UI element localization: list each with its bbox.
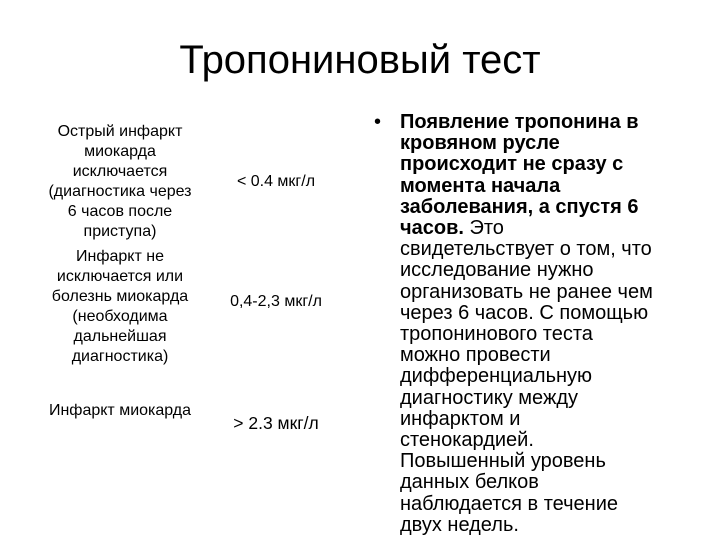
table-cell-value: 0,4-2,3 мкг/л [230, 293, 322, 310]
table-row [24, 248, 364, 366]
bullet-text: Появление тропонина в кровяном русле происходит не сразу с момента начала заболевания, а спустя 6 часов. Это свидетельствует о том, что исследование нужно организовать не ранее чем через 6 часов. С помощью тропонинового теста можно провести дифференциальную диагностику между инфарктом и стенокардией. Повышенный уровень данных белков наблюдается в течение двух недель. [400, 111, 653, 536]
table-row [24, 116, 364, 248]
bullet-item [372, 112, 716, 536]
table-row [24, 366, 364, 456]
table-cell-diagnosis: Инфаркт миокарда [48, 402, 192, 419]
bullet-marker-icon: • [374, 111, 382, 133]
slide-body-text [372, 112, 716, 536]
table-cell-diagnosis: Инфаркт не исключается или болезнь миокарда (необходима дальнейшая диагностика) [51, 248, 189, 365]
table-cell-value: > 2.3 мкг/л [233, 412, 319, 433]
table-cell-value: < 0.4 мкг/л [236, 173, 316, 190]
troponin-levels-table [24, 116, 364, 456]
slide-title: Тропониновый тест [179, 38, 541, 82]
table-cell-diagnosis: Острый инфаркт миокарда исключается (диагностика через 6 часов после приступа) [48, 123, 192, 240]
